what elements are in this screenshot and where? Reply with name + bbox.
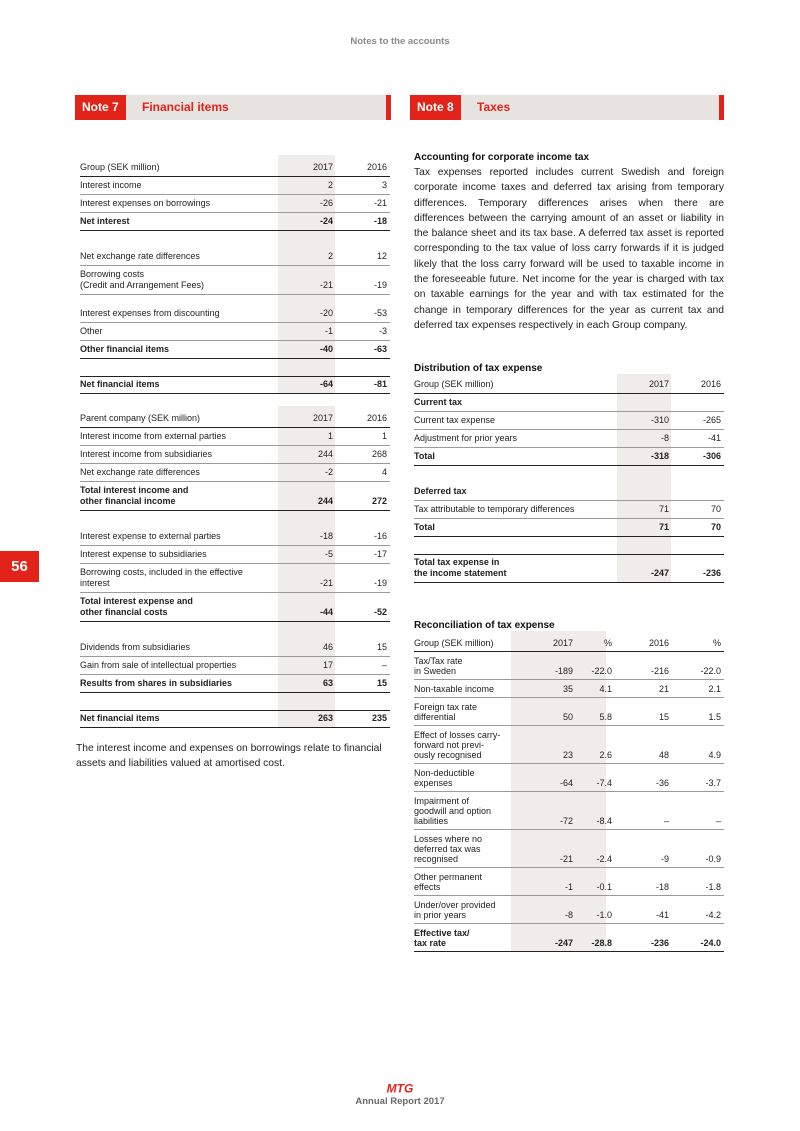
row-label: Interest expenses on borrowings (80, 198, 211, 208)
value-c2: -52 (373, 607, 387, 617)
value-c2: 70 (710, 522, 721, 532)
value-c2: -22.0 (591, 666, 612, 676)
row-label: Current tax (414, 397, 463, 407)
value-c1: 23 (562, 750, 573, 760)
value-c2: -1.0 (596, 910, 612, 920)
table-header-row (414, 374, 724, 394)
table-row (80, 248, 390, 266)
value-c4: 1.5 (708, 712, 721, 722)
grand-total-row (80, 376, 390, 394)
value-c1: 50 (562, 712, 573, 722)
note-7-title: Financial items (142, 100, 229, 114)
page-number: 56 (0, 551, 39, 582)
value-c2: 235 (371, 713, 387, 723)
value-c2: -19 (373, 578, 387, 588)
note-8-bar-end (719, 95, 724, 120)
grand-total-row (414, 554, 724, 583)
value-c4: -24.0 (700, 938, 721, 948)
value-c1: 46 (322, 642, 333, 652)
value-c2: 2016 (700, 379, 721, 389)
total-row (80, 482, 390, 511)
row-label: Tax/Tax rate in Sweden (414, 656, 463, 676)
total-row (80, 593, 390, 622)
value-c1: 2017 (312, 413, 333, 423)
value-c2: -21 (373, 198, 387, 208)
table-row (80, 428, 390, 446)
row-label: Group (SEK million) (414, 379, 494, 389)
value-c1: -64 (559, 778, 573, 788)
row-label: Results from shares in subsidiaries (80, 678, 233, 688)
table-row (80, 657, 390, 675)
value-c2: – (381, 660, 387, 670)
value-c3: 48 (658, 750, 669, 760)
value-c1: 71 (658, 504, 669, 514)
spacer-row (80, 622, 390, 639)
row-label: Interest income from external parties (80, 431, 227, 441)
table-header-row (414, 631, 724, 652)
grand-total-row (80, 710, 390, 728)
value-c1: 35 (562, 684, 573, 694)
value-c2: -28.8 (591, 938, 612, 948)
value-c3: -9 (660, 854, 669, 864)
value-c1: -24 (319, 216, 333, 226)
row-label: Deferred tax (414, 486, 467, 496)
spacer-row (80, 231, 390, 248)
value-c1: -64 (319, 379, 333, 389)
spacer-row (80, 295, 390, 305)
value-c2: -3 (378, 326, 387, 336)
value-c3: -18 (655, 882, 669, 892)
table-row (414, 430, 724, 448)
row-label: Interest expenses from discounting (80, 308, 220, 318)
row-label: Dividends from subsidiaries (80, 642, 191, 652)
value-c2: 15 (376, 678, 387, 688)
value-c2: 2016 (366, 162, 387, 172)
note-8-header (410, 95, 724, 120)
row-label: Effect of losses carry- forward not previ- ously recognised (414, 730, 501, 760)
table-row (414, 830, 724, 868)
table-row (80, 639, 390, 657)
total-row (414, 519, 724, 537)
value-c2: 3 (381, 180, 387, 190)
total-row (80, 341, 390, 359)
row-label: Net financial items (80, 379, 160, 389)
table-row (80, 546, 390, 564)
value-c2: 5.8 (599, 712, 612, 722)
row-label: Net exchange rate differences (80, 251, 200, 261)
row-label: Under/over provided in prior years (414, 900, 496, 920)
row-label: Total tax expense in the income statement (414, 557, 507, 578)
value-c2: 70 (710, 504, 721, 514)
table-row (414, 726, 724, 764)
value-c2: -63 (373, 344, 387, 354)
value-c4: – (715, 816, 721, 826)
table-row (80, 446, 390, 464)
spacer-row (80, 359, 390, 376)
parent-financial-items-table (80, 406, 390, 728)
row-label: Adjustment for prior years (414, 433, 518, 443)
value-c3: -36 (655, 778, 669, 788)
note-7-footnote: The interest income and expenses on borrowings relate to financial assets and liabilities valued at amortised cost. (76, 743, 382, 770)
value-c2: -7.4 (596, 778, 612, 788)
table-row (80, 323, 390, 341)
value-c2: 2.6 (599, 750, 612, 760)
group-financial-items-table (80, 155, 390, 394)
row-label: Effective tax/ tax rate (414, 928, 470, 948)
spacer-row (414, 537, 724, 554)
row-label: Group (SEK million) (414, 638, 494, 648)
row-label: Total interest expense and other financial costs (80, 596, 193, 617)
value-c1: 17 (322, 660, 333, 670)
row-label: Impairment of goodwill and option liabilities (414, 796, 492, 826)
value-c1: -247 (650, 568, 669, 578)
row-label: Parent company (SEK million) (80, 413, 201, 423)
accounting-title: Accounting for corporate income tax (414, 152, 590, 163)
value-c2: -16 (373, 531, 387, 541)
row-label: Total (414, 451, 435, 461)
value-c4: -1.8 (705, 882, 721, 892)
table-row (80, 464, 390, 482)
row-label: Foreign tax rate differential (414, 702, 478, 722)
value-c1: -189 (554, 666, 573, 676)
row-label: Group (SEK million) (80, 162, 160, 172)
row-label: Interest expense to external parties (80, 531, 221, 541)
value-c4: 4.9 (708, 750, 721, 760)
note-7-tag: Note 7 (75, 95, 126, 120)
row-label: Interest income (80, 180, 142, 190)
table-row (80, 528, 390, 546)
table-row (80, 177, 390, 195)
table-row (414, 501, 724, 519)
distribution-table (414, 374, 724, 583)
table-row (80, 564, 390, 593)
value-c2: 272 (371, 496, 387, 506)
value-c3: -216 (650, 666, 669, 676)
value-c1: -1 (564, 882, 573, 892)
accounting-body: Tax expenses reported includes current Swedish and foreign corporate income taxes and deferred tax arising from temporary differences. Temporary differences arises when there are differences between the carrying amount of an asset or liability in the balance sheet and its tax base. A deferred tax asset is reported corresponding to the tax value of loss carry forwards if it is judged likely that the loss carry forward will be used to taxable income in the foreseeable future. Net income for the year is charged with tax on taxable earnings for the year and with tax estimated for the change in temporary differences for the year as current tax and deferred tax expenses respectively in each Group company. (414, 167, 724, 331)
value-c1: 63 (322, 678, 333, 688)
table-row (414, 764, 724, 792)
value-c2: -265 (702, 415, 721, 425)
row-label: Net financial items (80, 713, 160, 723)
row-label: Interest expense to subsidiaries (80, 549, 207, 559)
subheading-row (414, 483, 724, 501)
value-c3: – (663, 816, 669, 826)
row-label: Gain from sale of intellectual properties (80, 660, 237, 670)
note-7-bar-end (386, 95, 391, 120)
value-c2: -18 (373, 216, 387, 226)
value-c4: % (712, 638, 721, 648)
value-c1: 2017 (312, 162, 333, 172)
value-c2: 15 (376, 642, 387, 652)
value-c1: -8 (564, 910, 573, 920)
value-c2: 1 (381, 431, 387, 441)
value-c1: 2017 (552, 638, 573, 648)
value-c1: -20 (319, 308, 333, 318)
value-c1: 1 (327, 431, 333, 441)
row-label: Net interest (80, 216, 130, 226)
table-row (414, 412, 724, 430)
row-label: Total interest income and other financial income (80, 485, 189, 506)
value-c2: 4.1 (599, 684, 612, 694)
value-c1: -310 (650, 415, 669, 425)
mtg-logo-text: MTG (386, 1082, 414, 1094)
value-c2: -53 (373, 308, 387, 318)
value-c1: -5 (324, 549, 333, 559)
value-c1: -18 (319, 531, 333, 541)
value-c1: 2 (327, 180, 333, 190)
table-header-row (80, 406, 390, 428)
note-8-title: Taxes (477, 100, 511, 114)
row-label: Net exchange rate differences (80, 467, 200, 477)
reconciliation-title: Reconciliation of tax expense (414, 620, 555, 631)
row-label: Other permanent effects (414, 872, 483, 892)
value-c4: -4.2 (705, 910, 721, 920)
row-label: Interest income from subsidiaries (80, 449, 213, 459)
value-c3: 2016 (648, 638, 669, 648)
row-label: Total (414, 522, 435, 532)
value-c2: % (603, 638, 612, 648)
note-7-header (75, 95, 391, 120)
value-c1: 2017 (648, 379, 669, 389)
subheading-row (414, 394, 724, 412)
value-c2: -8.4 (596, 816, 612, 826)
value-c2: 12 (376, 251, 387, 261)
value-c1: -2 (324, 467, 333, 477)
value-c4: -22.0 (700, 666, 721, 676)
total-row (80, 675, 390, 693)
value-c1: -72 (559, 816, 573, 826)
row-label: Borrowing costs, included in the effective interest (80, 567, 243, 588)
table-row (80, 195, 390, 213)
total-row (414, 448, 724, 466)
table-header-row (80, 155, 390, 177)
row-label: Other financial items (80, 344, 170, 354)
value-c1: 263 (317, 713, 333, 723)
note-8-tag: Note 8 (410, 95, 461, 120)
footer-text: Annual Report 2017 (355, 1096, 445, 1107)
row-label: Other (80, 326, 103, 336)
total-row (80, 213, 390, 231)
value-c2: -236 (702, 568, 721, 578)
value-c2: -41 (707, 433, 721, 443)
value-c2: -19 (373, 280, 387, 290)
value-c3: -41 (655, 910, 669, 920)
value-c2: 268 (371, 449, 387, 459)
value-c4: -0.9 (705, 854, 721, 864)
grand-total-row (414, 924, 724, 952)
value-c1: -21 (319, 578, 333, 588)
spacer-row (414, 466, 724, 483)
value-c1: 244 (317, 496, 333, 506)
row-label: Non-deductible expenses (414, 768, 475, 788)
value-c1: 2 (327, 251, 333, 261)
value-c4: 2.1 (708, 684, 721, 694)
value-c2: 2016 (366, 413, 387, 423)
value-c1: -1 (324, 326, 333, 336)
value-c3: 21 (658, 684, 669, 694)
value-c3: 15 (658, 712, 669, 722)
table-row (414, 680, 724, 698)
value-c1: -21 (319, 280, 333, 290)
table-row (414, 896, 724, 924)
value-c1: -21 (559, 854, 573, 864)
value-c1: 71 (658, 522, 669, 532)
value-c2: -81 (373, 379, 387, 389)
value-c4: -3.7 (705, 778, 721, 788)
value-c2: -0.1 (596, 882, 612, 892)
value-c3: -236 (650, 938, 669, 948)
page-header: Notes to the accounts (350, 36, 450, 47)
value-c1: 244 (317, 449, 333, 459)
value-c2: -306 (702, 451, 721, 461)
table-row (414, 792, 724, 830)
table-row (414, 698, 724, 726)
row-label: Current tax expense (414, 415, 496, 425)
row-label: Tax attributable to temporary differences (414, 504, 575, 514)
spacer-row (80, 511, 390, 528)
value-c2: 4 (381, 467, 387, 477)
value-c1: -44 (319, 607, 333, 617)
row-label: Losses where no deferred tax was recognised (414, 834, 483, 864)
table-row (414, 868, 724, 896)
value-c2: -2.4 (596, 854, 612, 864)
value-c1: -8 (660, 433, 669, 443)
value-c1: -40 (319, 344, 333, 354)
row-label: Borrowing costs (Credit and Arrangement Fees) (80, 269, 205, 290)
distribution-title: Distribution of tax expense (414, 363, 543, 374)
table-row (414, 652, 724, 680)
value-c2: -17 (373, 549, 387, 559)
value-c1: -318 (650, 451, 669, 461)
table-row (80, 305, 390, 323)
spacer-row (80, 693, 390, 710)
row-label: Non-taxable income (414, 684, 495, 694)
value-c1: -26 (319, 198, 333, 208)
mtg-logo (385, 1082, 415, 1094)
reconciliation-table (414, 631, 724, 952)
table-row (80, 266, 390, 295)
value-c1: -247 (554, 938, 573, 948)
